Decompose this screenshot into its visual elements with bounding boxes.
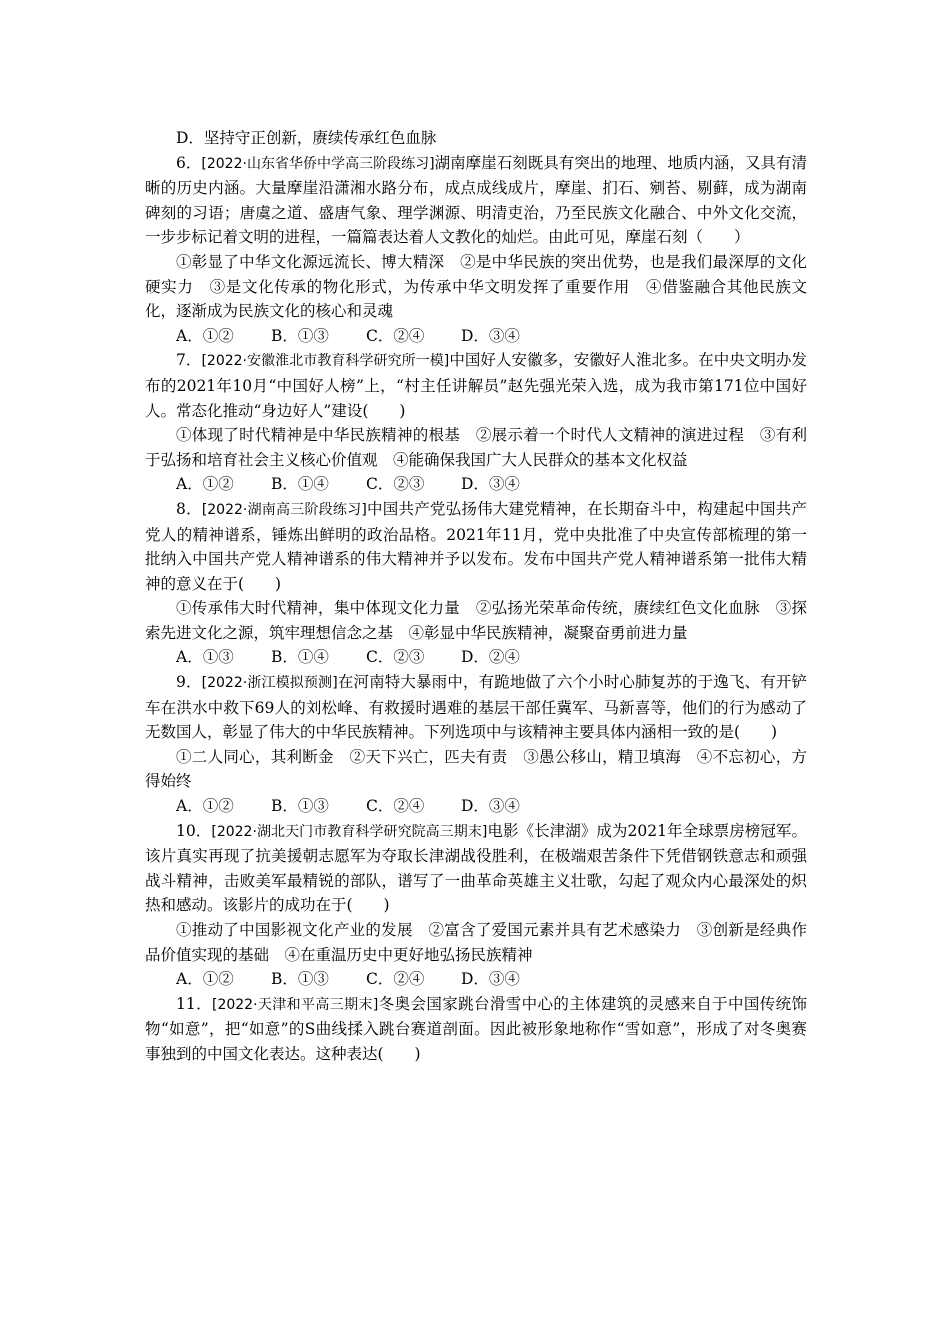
question-text: 湖南摩崖石刻既具有突出的地理、地质内涵，又具有清晰的历史内涵。大量摩崖沿潇湘水路分布，成点成线成片，摩崖、扪石、剜苔、剔藓，成为湖南碑刻的习语；唐虞之道、盛唐气象、理学渊源、明清吏治，乃至民族文化融合、中外文化交流，一步步标记着文明的进程，一篇篇表达着人文教化的灿烂。由此可见，摩崖石刻（ ） xyxy=(145,153,807,247)
question-6-stem xyxy=(145,151,807,250)
option-a: A．①② xyxy=(176,475,234,494)
option-b: B．①④ xyxy=(271,648,329,667)
question-number: 7． xyxy=(176,351,202,370)
option-a: A．①② xyxy=(176,970,234,989)
question-text: 中国共产党弘扬伟大建党精神，在长期奋斗中，构建起中国共产党人的精神谱系，锤炼出鲜明的政治品格。2021年11月，党中央批准了中央宣传部梳理的第一批纳入中国共产党人精神谱系的伟大精神并予以发布。发布中国共产党人精神谱系第一批伟大精神的意义在于( ) xyxy=(145,499,807,593)
question-9-statements: ①二人同心，其利断金 ②天下兴亡，匹夫有责 ③愚公移山，精卫填海 ④不忘初心，方得始终 xyxy=(145,747,807,791)
question-text: 电影《长津湖》成为2021年全球票房榜冠军。该片真实再现了抗美援朝志愿军为夺取长津湖战役胜利，在极端艰苦条件下凭借钢铁意志和顽强战斗精神，击败美军最精锐的部队，谱写了一曲革命英雄主义壮歌，勾起了观众内心最深处的炽热和感动。该影片的成功在于( ) xyxy=(145,821,807,915)
option-d: D．③④ xyxy=(461,797,520,816)
question-source: [2022·山东省华侨中学高三阶段练习] xyxy=(201,155,435,172)
question-10-options xyxy=(145,967,807,992)
option-b: B．①③ xyxy=(271,970,329,989)
question-8-statements: ①传承伟大时代精神，集中体现文化力量 ②弘扬光荣革命传统，赓续红色文化血脉 ③探索先进文化之源，筑牢理想信念之基 ④彰显中华民族精神，凝聚奋勇前进力量 xyxy=(145,599,807,642)
question-text: 冬奥会国家跳台滑雪中心的主体建筑的灵感来自于中国传统饰物“如意”，把“如意”的S曲线揉入跳台赛道剖面。因此被形象地称作“雪如意”，形成了对冬奥赛事独到的中国文化表达。这种表达( ) xyxy=(145,994,807,1063)
question-source: [2022·安徽淮北市教育科学研究所一模] xyxy=(201,353,450,370)
question-7-statements: ①体现了时代精神是中华民族精神的根基 ②展示着一个时代人文精神的演进过程 ③有利于弘扬和培育社会主义核心价值观 ④能确保我国广大人民群众的基本文化权益 xyxy=(145,426,807,469)
question-7-stem xyxy=(145,348,807,423)
question-number: 11． xyxy=(176,994,212,1013)
question-number: 9． xyxy=(176,673,202,692)
question-6-statements: ①彰显了中华文化源远流长、博大精深 ②是中华民族的突出优势，也是我们最深厚的文化硬实力 ③是文化传承的物化形式，为传承中华文明发挥了重要作用 ④借鉴融合其他民族文化，逐渐成为民族文化的核心和灵魂 xyxy=(145,252,807,321)
option-d: D．③④ xyxy=(461,970,520,989)
option-c: C．②④ xyxy=(366,326,425,345)
question-number: 10． xyxy=(176,821,212,840)
question-source: [2022·湖南高三阶段练习] xyxy=(201,501,367,518)
option-c: C．②③ xyxy=(366,475,425,494)
question-text: 中国好人安徽多，安徽好人淮北多。在中央文明办发布的2021年10月“中国好人榜”上，“村主任讲解员”赵先强光荣入选，成为我市第171位中国好人。常态化推动“身边好人”建设( ) xyxy=(145,351,807,420)
option-b: B．①③ xyxy=(271,326,329,345)
option-d: D．③④ xyxy=(461,326,520,345)
question-11-stem xyxy=(145,992,807,1067)
question-7-options xyxy=(145,472,807,497)
option-a: A．①② xyxy=(176,797,234,816)
option-a: A．①③ xyxy=(176,648,234,667)
option-c: C．②④ xyxy=(366,970,425,989)
question-number: 8． xyxy=(176,499,202,518)
question-8-options xyxy=(145,645,807,670)
question-9-options xyxy=(145,794,807,819)
question-10-statements: ①推动了中国影视文化产业的发展 ②富含了爱国元素并具有艺术感染力 ③创新是经典作品价值实现的基础 ④在重温历史中更好地弘扬民族精神 xyxy=(145,921,807,964)
option-d: D．③④ xyxy=(461,475,520,494)
question-text: 在河南特大暴雨中，有跪地做了六个小时心肺复苏的于逸飞、有开铲车在洪水中救下69人的刘松峰、有救援时遇难的基层干部任冀军、马新喜等，他们的行为感动了无数国人，彰显了伟大的中华民族精神。下列选项中与该精神主要具体内涵相一致的是( ) xyxy=(145,673,807,742)
q5-option-d: D．坚持守正创新，赓续传承红色血脉 xyxy=(176,129,437,147)
question-source: [2022·浙江模拟预测] xyxy=(201,675,338,692)
option-c: C．②③ xyxy=(366,648,425,667)
option-a: A．①② xyxy=(176,326,234,345)
question-10-stem xyxy=(145,819,807,918)
option-b: B．①④ xyxy=(271,475,329,494)
question-9-stem xyxy=(145,670,807,745)
option-c: C．②④ xyxy=(366,797,425,816)
question-8-stem xyxy=(145,497,807,596)
option-b: B．①③ xyxy=(271,797,329,816)
document-page xyxy=(145,126,807,1067)
option-d: D．②④ xyxy=(461,648,520,667)
question-6-options xyxy=(145,324,807,349)
question-source: [2022·湖北天门市教育科学研究院高三期末] xyxy=(211,823,488,840)
question-source: [2022·天津和平高三期末] xyxy=(211,996,379,1013)
question-number: 6． xyxy=(176,153,202,172)
